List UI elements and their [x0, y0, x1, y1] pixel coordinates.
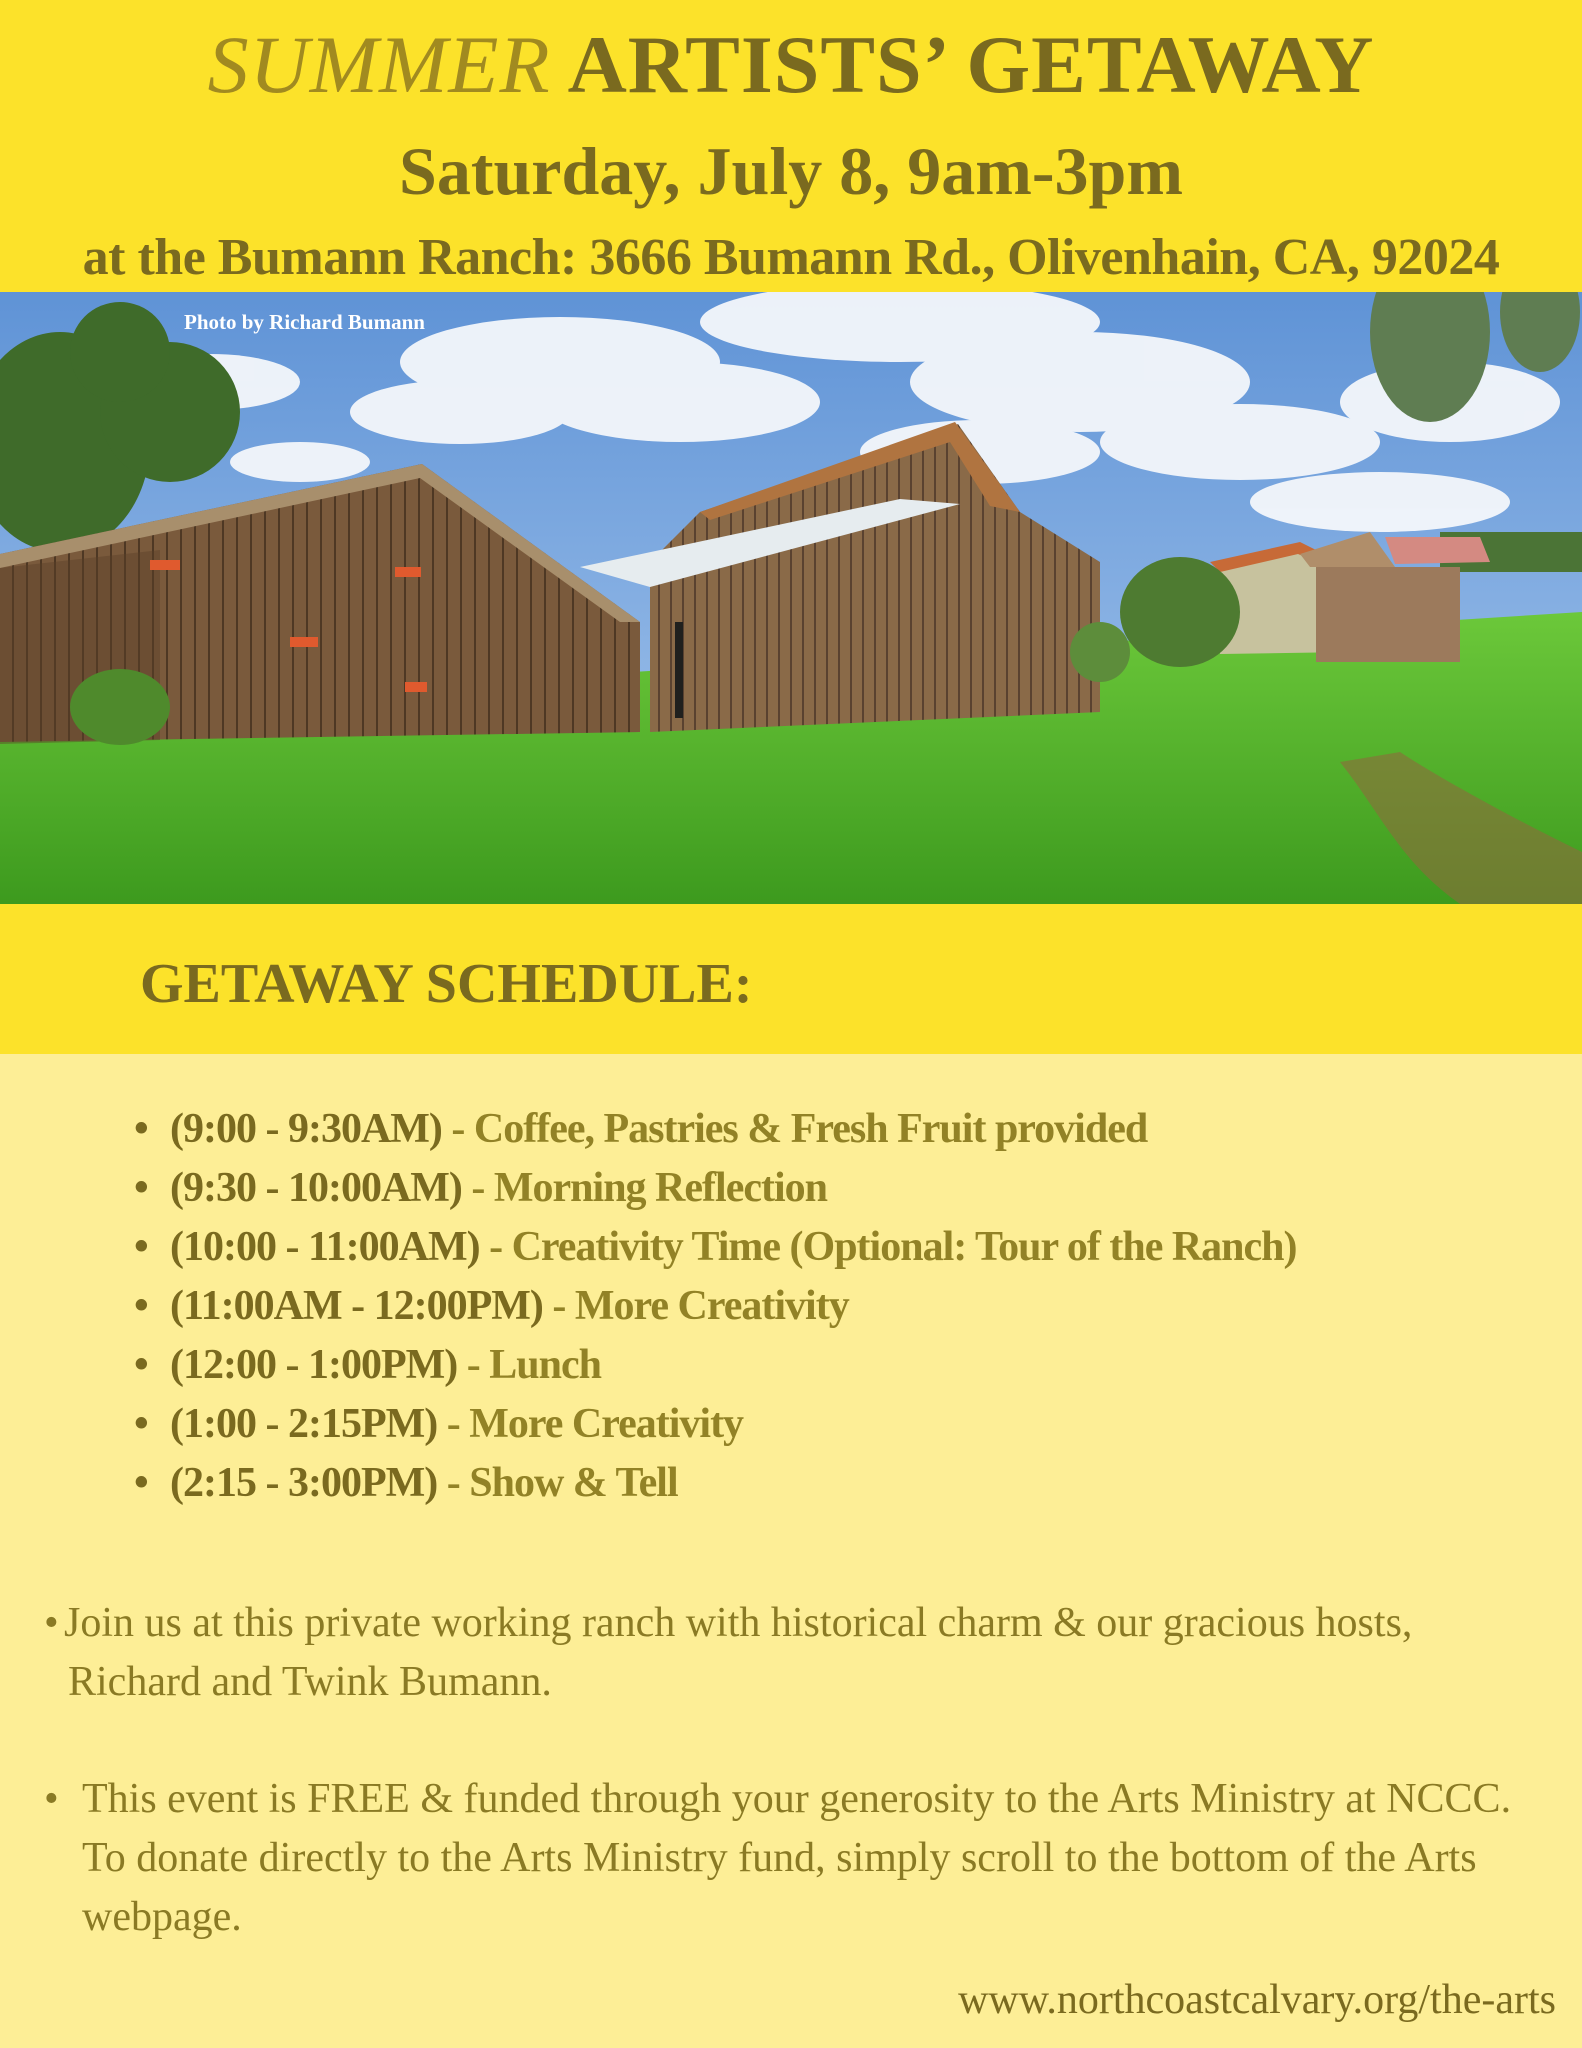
schedule-activity: - Creativity Time (Optional: Tour of the Ranch) [479, 1224, 1297, 1270]
schedule-activity: - Show & Tell [437, 1460, 678, 1506]
hosts-note-line2: Richard and Twink Bumann. [68, 1659, 552, 1705]
schedule-list [134, 1105, 1297, 1518]
schedule-activity: - Morning Reflection [461, 1165, 827, 1211]
schedule-time: (11:00AM - 12:00PM) [170, 1283, 543, 1329]
schedule-item [134, 1282, 1297, 1341]
schedule-time: (2:15 - 3:00PM) [170, 1460, 438, 1506]
donation-note [44, 1770, 1511, 1947]
title-summer: SUMMER [207, 19, 551, 110]
event-title [0, 18, 1582, 112]
schedule-activity: - Coffee, Pastries & Fresh Fruit provided [441, 1106, 1148, 1152]
bullet-icon: • [134, 1224, 148, 1270]
title-main: ARTISTS’ GETAWAY [567, 19, 1375, 110]
schedule-item [134, 1400, 1297, 1459]
schedule-activity: - Lunch [457, 1342, 601, 1388]
schedule-time: (12:00 - 1:00PM) [170, 1342, 458, 1388]
bullet-icon: • [44, 1600, 59, 1646]
event-date: Saturday, July 8, 9am-3pm [399, 133, 1183, 209]
schedule-time: (10:00 - 11:00AM) [170, 1224, 480, 1270]
photo-credit: Photo by Richard Bumann [184, 310, 425, 334]
donation-note-line1: This event is FREE & funded through your generosity to the Arts Ministry at NCCC. [82, 1776, 1512, 1822]
hosts-note-line1: Join us at this private working ranch with historical charm & our gracious hosts, [64, 1600, 1413, 1646]
schedule-time: (9:00 - 9:30AM) [170, 1106, 442, 1152]
schedule-item [134, 1223, 1297, 1282]
bullet-icon: • [134, 1460, 148, 1506]
schedule-item [134, 1459, 1297, 1518]
schedule-time: (1:00 - 2:15PM) [170, 1401, 438, 1447]
website-link[interactable]: www.northcoastcalvary.org/the-arts [958, 1977, 1556, 2023]
schedule-item [134, 1164, 1297, 1223]
bullet-icon: • [134, 1106, 148, 1152]
schedule-activity: - More Creativity [542, 1283, 849, 1329]
schedule-item [134, 1341, 1297, 1400]
ranch-photo [0, 292, 1582, 904]
donation-note-line3: webpage. [82, 1894, 242, 1940]
bullet-icon: • [134, 1401, 148, 1447]
header-banner [0, 0, 1582, 292]
bullet-icon: • [134, 1342, 148, 1388]
bullet-icon: • [44, 1776, 59, 1822]
schedule-time: (9:30 - 10:00AM) [170, 1165, 462, 1211]
barn-illustration [0, 292, 1582, 904]
event-address: at the Bumann Ranch: 3666 Bumann Rd., Olivenhain, CA, 92024 [82, 229, 1500, 286]
schedule-activity: - More Creativity [437, 1401, 744, 1447]
schedule-item [134, 1105, 1297, 1164]
hosts-note [44, 1594, 1412, 1712]
bullet-icon: • [134, 1165, 148, 1211]
bullet-icon: • [134, 1283, 148, 1329]
donation-note-line2: To donate directly to the Arts Ministry fund, simply scroll to the bottom of the Arts [82, 1835, 1477, 1881]
schedule-heading: GETAWAY SCHEDULE: [140, 953, 753, 1015]
